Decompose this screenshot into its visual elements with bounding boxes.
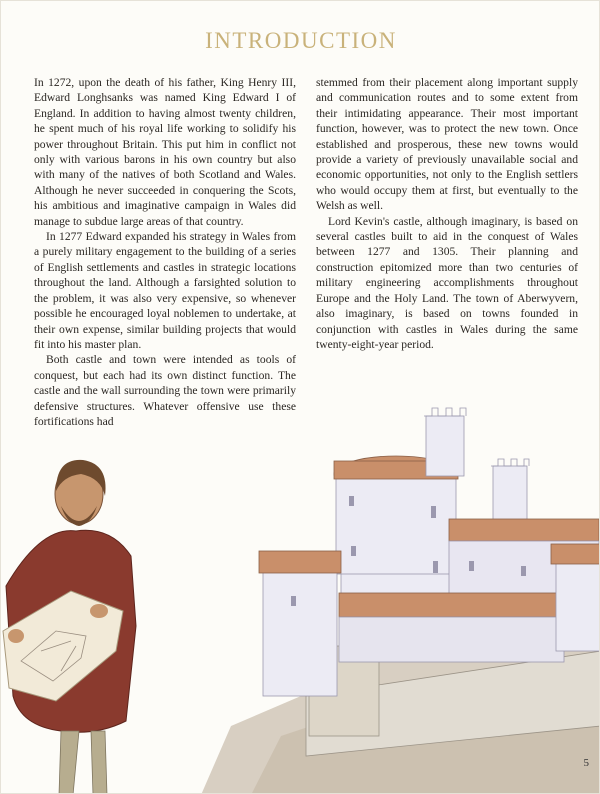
nobleman-figure (3, 460, 136, 794)
paragraph: Lord Kevin's castle, although imaginary, is based on several castles built to aid in the conquest of Wales between 1277 and 1305. Their planning and construction epitomized more than two centuries of military engineering accomplishments throughout Europe and the Holy Land. The town of Aberwyvern, also imaginary, is based on towns founded in conjunction with castles in Wales during the same twenty-eight-year period. (316, 214, 578, 351)
figure-hand (8, 629, 24, 643)
middle-wall (339, 617, 564, 662)
page-number: 5 (583, 757, 589, 769)
paragraph: Both castle and town were intended as tools of conquest, but each had its own distinct function. The castle and the wall surrounding the town were primarily defensive structures. Whatever offensive use these fortifications had (34, 353, 296, 428)
figure-hand (90, 604, 108, 618)
watch-tower-crenels (424, 408, 466, 416)
far-tower (493, 466, 527, 524)
left-drum-hoarding (259, 551, 341, 573)
castle-illustration (1, 396, 600, 794)
paragraph: stemmed from their placement along important supply and communication routes and to some extent from their intimidating appearance. Their most important function, however, was to protect the new town. Once established and prosperous, these new towns would provide a variety of previously unavailable social and economic opportunities, not only to the English settlers who would occupy them at first, but eventually to the Welsh as well. (316, 76, 578, 213)
paragraph: In 1277 Edward expanded his strategy in Wales from a purely military engagement to the building of a series of English settlements and castles in strategic locations throughout the land. Although a farsighted solution to the problem, it was also very expensive, so whenever possible he encouraged loyal noblemen to undertake, at their own expense, similar building projects that would fit into his master plan. (34, 230, 296, 351)
left-column (34, 75, 296, 429)
right-round-hoarding (551, 544, 600, 564)
right-round-tower (556, 556, 600, 651)
figure-legs (59, 731, 107, 794)
middle-hoarding (339, 593, 564, 617)
paragraph: In 1272, upon the death of his father, King Henry III, Edward Longhsanks was named King Edward I of England. In addition to having almost twenty children, he spent much of his royal life working to solidify his power throughout Britain. This put him in conflict not only with various barons in his own country but also with many of the natives of both Scotland and Wales. Although he never succeeded in conquering the Scots, his ambitious and imaginative campaign in Wales did manage to subdue large areas of that country. (34, 76, 296, 228)
right-range-hoarding (449, 519, 599, 541)
left-drum-tower (263, 566, 337, 696)
keep-tower (336, 474, 456, 574)
far-tower-crenels (491, 459, 529, 466)
right-column (316, 75, 578, 352)
watch-tower (426, 416, 464, 476)
page-title: INTRODUCTION (205, 28, 397, 54)
